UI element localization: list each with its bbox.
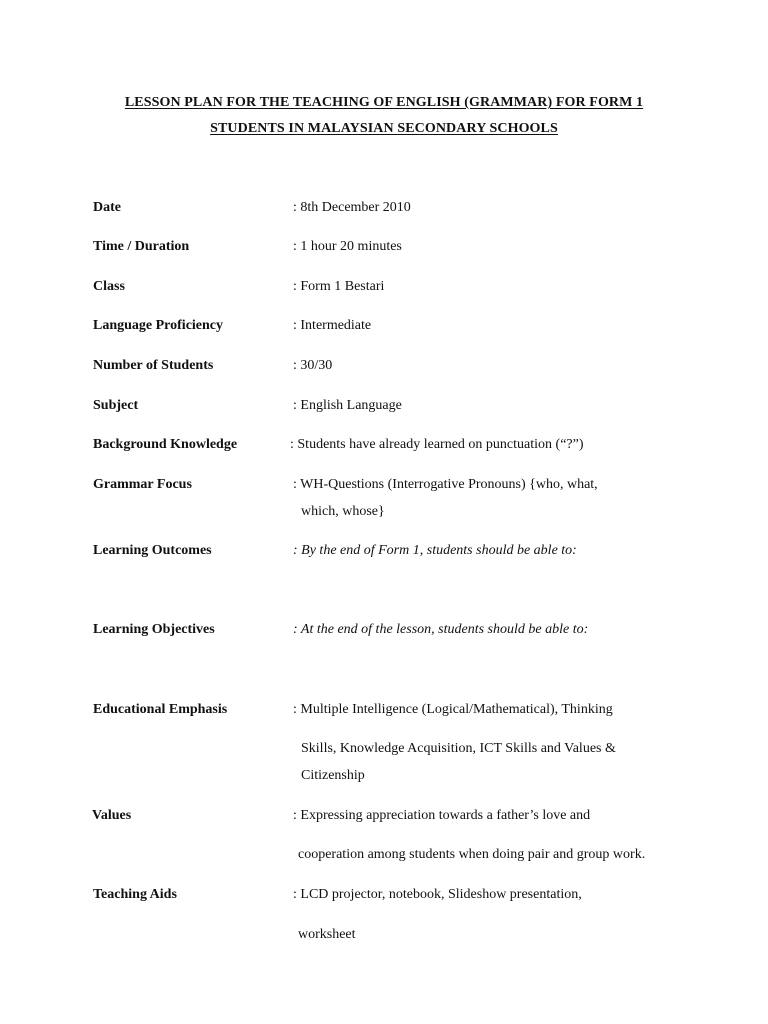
teaching-aids-value-cont: worksheet: [298, 927, 356, 942]
subject-label: Subject: [93, 398, 139, 413]
date-value: : 8th December 2010: [293, 200, 411, 215]
background-knowledge-value: : Students have already learned on punctuation (“?”): [290, 437, 584, 452]
values-label: Values: [92, 808, 132, 823]
educational-emphasis-value: : Multiple Intelligence (Logical/Mathematical), Thinking: [293, 702, 613, 717]
educational-emphasis-label: Educational Emphasis: [93, 702, 228, 717]
background-knowledge-label: Background Knowledge: [93, 437, 238, 452]
class-value: : Form 1 Bestari: [293, 279, 385, 294]
language-proficiency-value: : Intermediate: [293, 318, 372, 333]
values-value-cont: cooperation among students when doing pair and group work.: [298, 847, 646, 862]
teaching-aids-label: Teaching Aids: [93, 887, 177, 902]
number-of-students-label: Number of Students: [93, 358, 214, 373]
grammar-focus-value-cont: which, whose}: [301, 504, 385, 519]
educational-emphasis-value-cont-1: Skills, Knowledge Acquisition, ICT Skills and Values &: [301, 741, 616, 756]
learning-objectives-label: Learning Objectives: [93, 622, 215, 637]
learning-outcomes-value: : By the end of Form 1, students should be able to:: [293, 543, 577, 558]
learning-outcomes-label: Learning Outcomes: [93, 543, 212, 558]
subject-value: : English Language: [293, 398, 402, 413]
grammar-focus-value: : WH-Questions (Interrogative Pronouns) {who, what,: [293, 477, 598, 492]
language-proficiency-label: Language Proficiency: [93, 318, 224, 333]
class-label: Class: [93, 279, 125, 294]
values-value: : Expressing appreciation towards a father’s love and: [293, 808, 591, 823]
educational-emphasis-value-cont-2: Citizenship: [301, 768, 365, 783]
time-duration-value: : 1 hour 20 minutes: [293, 239, 402, 254]
document-title-line-2: STUDENTS IN MALAYSIAN SECONDARY SCHOOLS: [210, 121, 558, 136]
date-label: Date: [93, 200, 121, 215]
grammar-focus-label: Grammar Focus: [93, 477, 192, 492]
learning-objectives-value: : At the end of the lesson, students should be able to:: [293, 622, 589, 637]
teaching-aids-value: : LCD projector, notebook, Slideshow presentation,: [293, 887, 582, 902]
number-of-students-value: : 30/30: [293, 358, 333, 373]
document-title-line-1: LESSON PLAN FOR THE TEACHING OF ENGLISH (GRAMMAR) FOR FORM 1: [124, 95, 644, 110]
time-duration-label: Time / Duration: [93, 239, 190, 254]
